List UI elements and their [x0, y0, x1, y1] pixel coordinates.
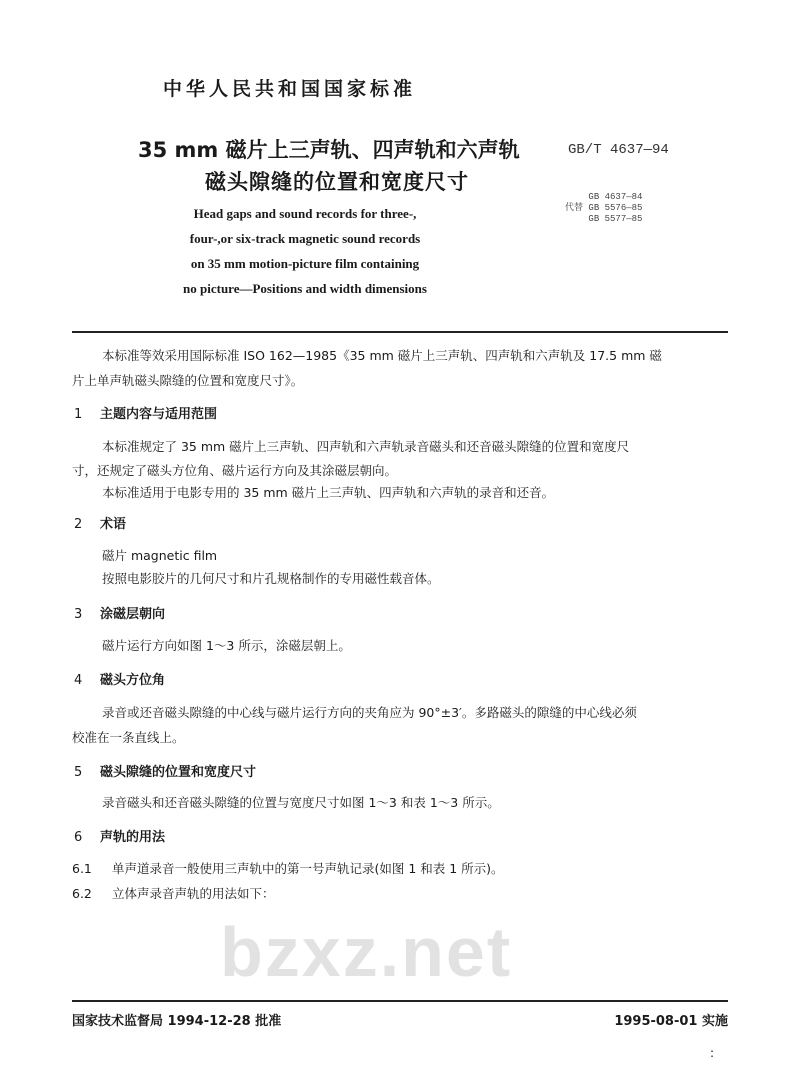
section-heading: [74, 669, 165, 688]
section-number: 1: [74, 407, 83, 422]
section-number: 4: [74, 673, 83, 688]
replaces-label: 代替: [565, 203, 584, 213]
effective-date: 1995-08-01 实施: [614, 1014, 728, 1029]
replaces-item: GB 4637—84: [588, 192, 643, 202]
intro-line: 本标准等效采用国际标准 ISO 162—1985《35 mm 磁片上三声轨、四声轨和六声轨及 17.5 mm 磁: [102, 348, 662, 363]
title-line-1: 35 mm 磁片上三声轨、四声轨和六声轨: [138, 138, 520, 162]
section-heading: [74, 603, 165, 622]
approval-date: 国家技术监督局 1994-12-28 批准: [72, 1014, 282, 1029]
national-standard-header: 中华人民共和国国家标准: [163, 78, 417, 100]
title-line-2: 磁头隙缝的位置和宽度尺寸: [205, 170, 469, 194]
section-title: 磁头方位角: [100, 673, 166, 688]
subsection: [72, 884, 275, 902]
replaces-block: [565, 192, 642, 225]
body-line: 磁片运行方向如图 1～3 所示，涂磁层朝上。: [102, 638, 351, 653]
section-title: 涂磁层朝向: [100, 607, 166, 622]
body-line: 本标准适用于电影专用的 35 mm 磁片上三声轨、四声轨和六声轨的录音和还音。: [102, 485, 555, 500]
english-title-line: Head gaps and sound records for three-,: [193, 206, 417, 221]
body-line: 校准在一条直线上。: [72, 730, 185, 745]
subsection-number: 6.2: [72, 886, 92, 901]
section-heading: [74, 513, 126, 532]
page-mark: :: [710, 1046, 715, 1060]
section-title: 声轨的用法: [100, 830, 166, 845]
section-number: 6: [74, 830, 83, 845]
section-title: 术语: [100, 517, 127, 532]
section-heading: [74, 403, 217, 422]
replaces-item: GB 5577—85: [588, 214, 643, 224]
body-line: 录音磁头和还音磁头隙缝的位置与宽度尺寸如图 1～3 和表 1～3 所示。: [102, 795, 500, 810]
watermark: bzxz.net: [220, 913, 513, 991]
section-heading: [74, 826, 165, 845]
body-line: 本标准规定了 35 mm 磁片上三声轨、四声轨和六声轨录音磁头和还音磁头隙缝的位置和宽度尺: [102, 439, 630, 454]
subsection-number: 6.1: [72, 861, 92, 876]
replaces-item: GB 5576—85: [588, 203, 643, 213]
english-title-line: four-,or six-track magnetic sound records: [189, 231, 421, 246]
standard-number: GB/T 4637—94: [568, 142, 669, 158]
body-line: 按照电影胶片的几何尺寸和片孔规格制作的专用磁性载音体。: [102, 571, 440, 586]
intro-line: 片上单声轨磁头隙缝的位置和宽度尺寸》。: [72, 373, 304, 388]
english-title-line: on 35 mm motion-picture film containing: [190, 256, 420, 271]
footer-rule: [72, 1000, 728, 1002]
section-number: 3: [74, 607, 83, 622]
header-rule: [72, 331, 728, 333]
body-line: 磁片 magnetic film: [102, 548, 218, 563]
subsection-text: 单声道录音一般使用三声轨中的第一号声轨记录(如图 1 和表 1 所示)。: [112, 861, 504, 876]
subsection-text: 立体声录音声轨的用法如下：: [112, 886, 275, 901]
section-title: 主题内容与适用范围: [100, 407, 218, 422]
body-line: 寸，还规定了磁头方位角、磁片运行方向及其涂磁层朝向。: [72, 463, 398, 478]
subsection: [72, 859, 504, 877]
section-number: 5: [74, 765, 83, 780]
section-title: 磁头隙缝的位置和宽度尺寸: [100, 765, 257, 780]
section-heading: [74, 761, 256, 780]
body-line: 录音或还音磁头隙缝的中心线与磁片运行方向的夹角应为 90°±3′。多路磁头的隙缝的中心线必须: [102, 705, 637, 720]
section-number: 2: [74, 517, 83, 532]
english-title-line: no picture—Positions and width dimensions: [183, 281, 427, 296]
